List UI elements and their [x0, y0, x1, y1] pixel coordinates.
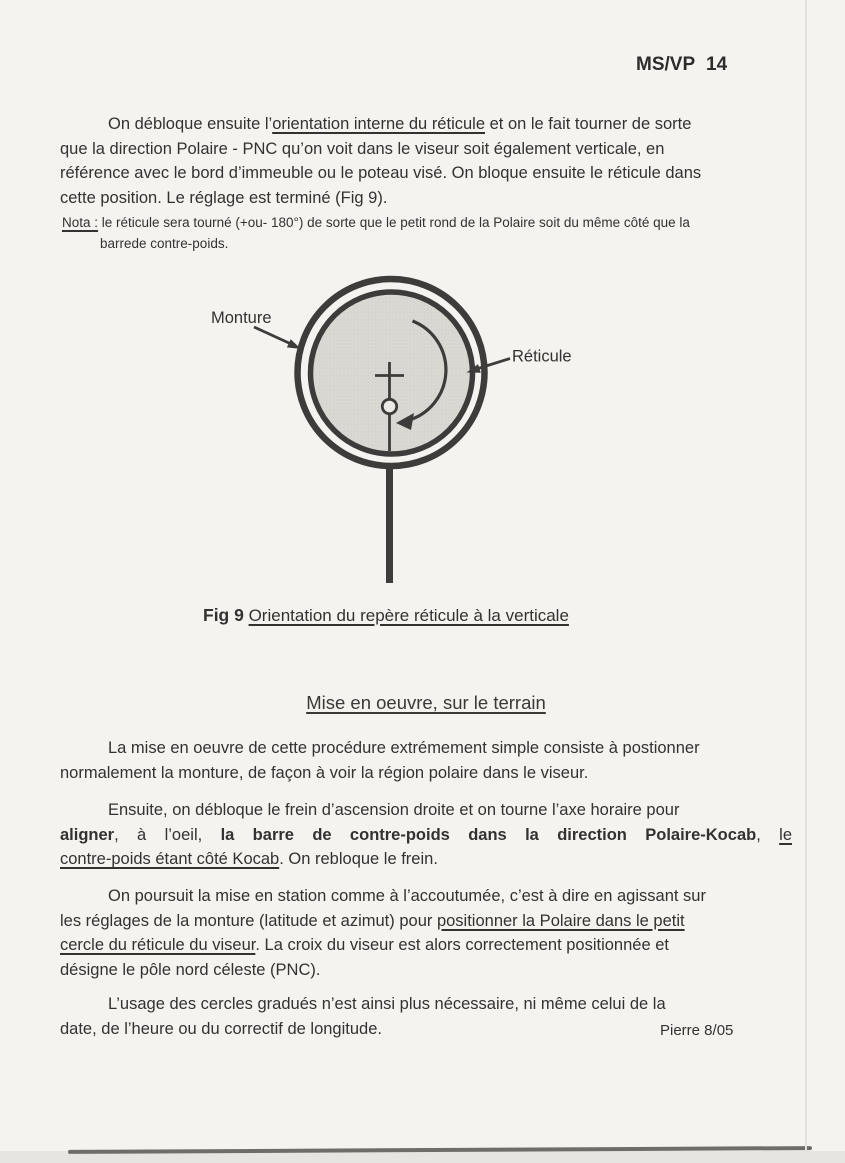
text-line: Ensuite, on débloque le frein d’ascension droite et on tourne l’axe horaire pour [108, 801, 680, 819]
text-line: contre-poids étant côté Kocab. On rebloque le frein. [60, 850, 438, 868]
text-line: aligner, à l’oeil, la barre de contre-poids dans la direction Polaire-Kocab, le [60, 825, 792, 844]
figure-caption [203, 605, 569, 626]
section-heading [60, 692, 792, 714]
figure-polar-scope [185, 268, 645, 600]
text-line: L’usage des cercles gradués n’est ainsi plus nécessaire, ni même celui de la [108, 995, 666, 1013]
text-line: référence avec le bord d’immeuble ou le poteau visé. On bloque ensuite le réticule dans [60, 164, 702, 182]
text-line: cercle du réticule du viseur. La croix du viseur est alors correctement positionnée et [60, 936, 669, 954]
figure-caption-title: Orientation du repère réticule à la verticale [248, 606, 569, 625]
text-line: barrede contre-poids. [100, 236, 229, 251]
page-code: MS/VP 14 [636, 54, 728, 75]
mise-en-station-paragraph [60, 884, 792, 982]
text-line: les réglages de la monture (latitude et azimut) pour positionner la Polaire dans le petit [60, 911, 685, 930]
text-line: cette position. Le réglage est terminé (Fig 9). [60, 188, 388, 207]
text-line: que la direction Polaire - PNC qu’on voit dans le viseur soit également verticale, en [60, 139, 665, 158]
intro-paragraph [60, 112, 792, 210]
alignement-paragraph [60, 798, 792, 872]
text-line: La mise en oeuvre de cette procédure extrémement simple consiste à postionner [108, 739, 700, 757]
mise-en-oeuvre-paragraph [60, 736, 792, 785]
polaris-circle [382, 399, 396, 413]
nota-note [62, 212, 772, 254]
reticule-label: Réticule [512, 347, 572, 366]
text-line: Nota : le réticule sera tourné (+ou- 180°) de sorte que le petit rond de la Polaire soit du même côté que la [62, 215, 690, 230]
text-line: On débloque ensuite l’orientation interne du réticule et on le fait tourner de sorte [108, 115, 692, 133]
signature: Pierre 8/05 [660, 1022, 734, 1039]
text-line: désigne le pôle nord céleste (PNC). [60, 960, 321, 979]
text-line: normalement la monture, de façon à voir la région polaire dans le viseur. [60, 763, 589, 782]
monture-label: Monture [211, 309, 272, 327]
figure-caption-number: Fig 9 [203, 605, 244, 625]
section-heading-text: Mise en oeuvre, sur le terrain [306, 692, 546, 713]
page-right-edge [805, 0, 807, 1150]
text-line: On poursuit la mise en station comme à l’accoutumée, c’est à dire en agissant sur [108, 887, 706, 905]
monture-arrow [254, 327, 290, 344]
text-line: date, de l’heure ou du correctif de longitude. [60, 1019, 382, 1038]
